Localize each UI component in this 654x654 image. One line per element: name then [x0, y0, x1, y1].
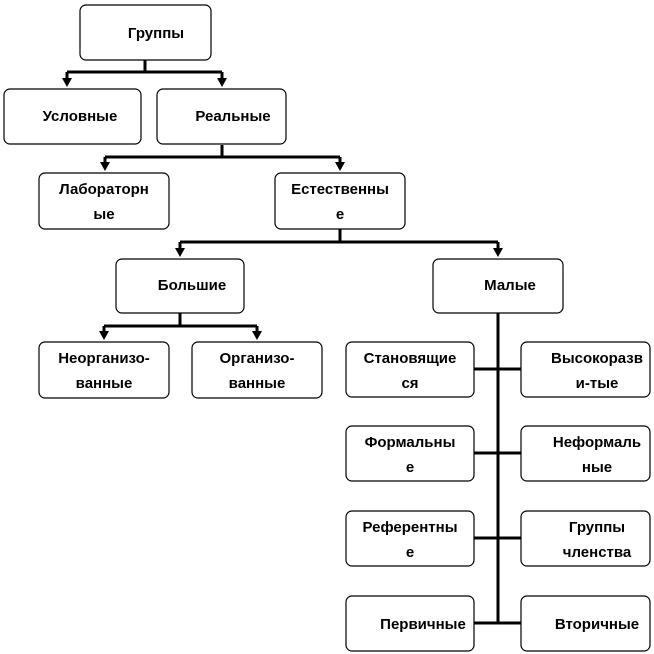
node-conditional [4, 89, 141, 144]
node-primary-label: Первичные [380, 616, 466, 633]
node-organized [192, 342, 322, 398]
node-highly-developed-label-2: и-тые [575, 375, 619, 392]
arrow-to-large [175, 248, 185, 257]
node-membership [521, 511, 650, 566]
node-laboratory-label-2: ые [93, 206, 115, 223]
arrow-to-real [217, 78, 227, 87]
node-membership-label-1: Группы [568, 519, 626, 536]
node-unorganized-label-1: Неорганизо- [58, 350, 150, 367]
node-large-label: Большие [157, 277, 227, 294]
node-secondary [521, 596, 650, 651]
node-reference [346, 511, 474, 566]
node-membership-label-2: членства [562, 544, 632, 561]
node-conditional-label: Условные [42, 108, 118, 125]
arrow-to-natural [335, 162, 345, 171]
node-organized-label-1: Организо- [219, 350, 295, 367]
arrow-to-organized [252, 331, 262, 340]
node-organized-label-2: ванные [228, 375, 286, 392]
node-small [433, 259, 563, 313]
node-formal-label-1: Формальны [364, 434, 456, 451]
node-highly-developed [521, 342, 650, 397]
node-small-label: Малые [484, 277, 536, 294]
node-natural-label-2: е [335, 206, 345, 223]
node-unorganized [39, 342, 169, 398]
node-reference-label-2: е [405, 544, 415, 561]
arrow-to-conditional [62, 78, 72, 87]
node-unorganized-label-2: ванные [75, 375, 133, 392]
node-forming-label-2: ся [401, 375, 419, 392]
node-formal-label-2: е [405, 459, 415, 476]
node-forming-label-1: Становящие [363, 350, 457, 367]
arrow-to-laboratory [100, 162, 110, 171]
node-informal-label-1: Неформаль [552, 434, 642, 451]
node-laboratory-label-1: Лабораторн [59, 181, 149, 198]
node-laboratory [39, 173, 169, 229]
node-natural-label-1: Естественны [291, 181, 389, 198]
node-informal-label-2: ные [581, 459, 613, 476]
node-natural [275, 173, 405, 229]
node-secondary-label: Вторичные [554, 616, 640, 633]
node-real [157, 89, 286, 144]
node-forming [346, 342, 474, 397]
node-highly-developed-label-1: Высокоразв [551, 350, 643, 367]
node-formal [346, 426, 474, 481]
node-groups-label: Группы [127, 25, 185, 42]
node-groups [80, 5, 211, 60]
node-primary [346, 596, 474, 651]
node-informal [521, 426, 650, 481]
node-large [116, 259, 244, 313]
arrow-to-unorganized [99, 331, 109, 340]
arrow-to-small [493, 248, 503, 257]
node-real-label: Реальные [195, 108, 271, 125]
node-reference-label-1: Референтны [362, 519, 458, 536]
